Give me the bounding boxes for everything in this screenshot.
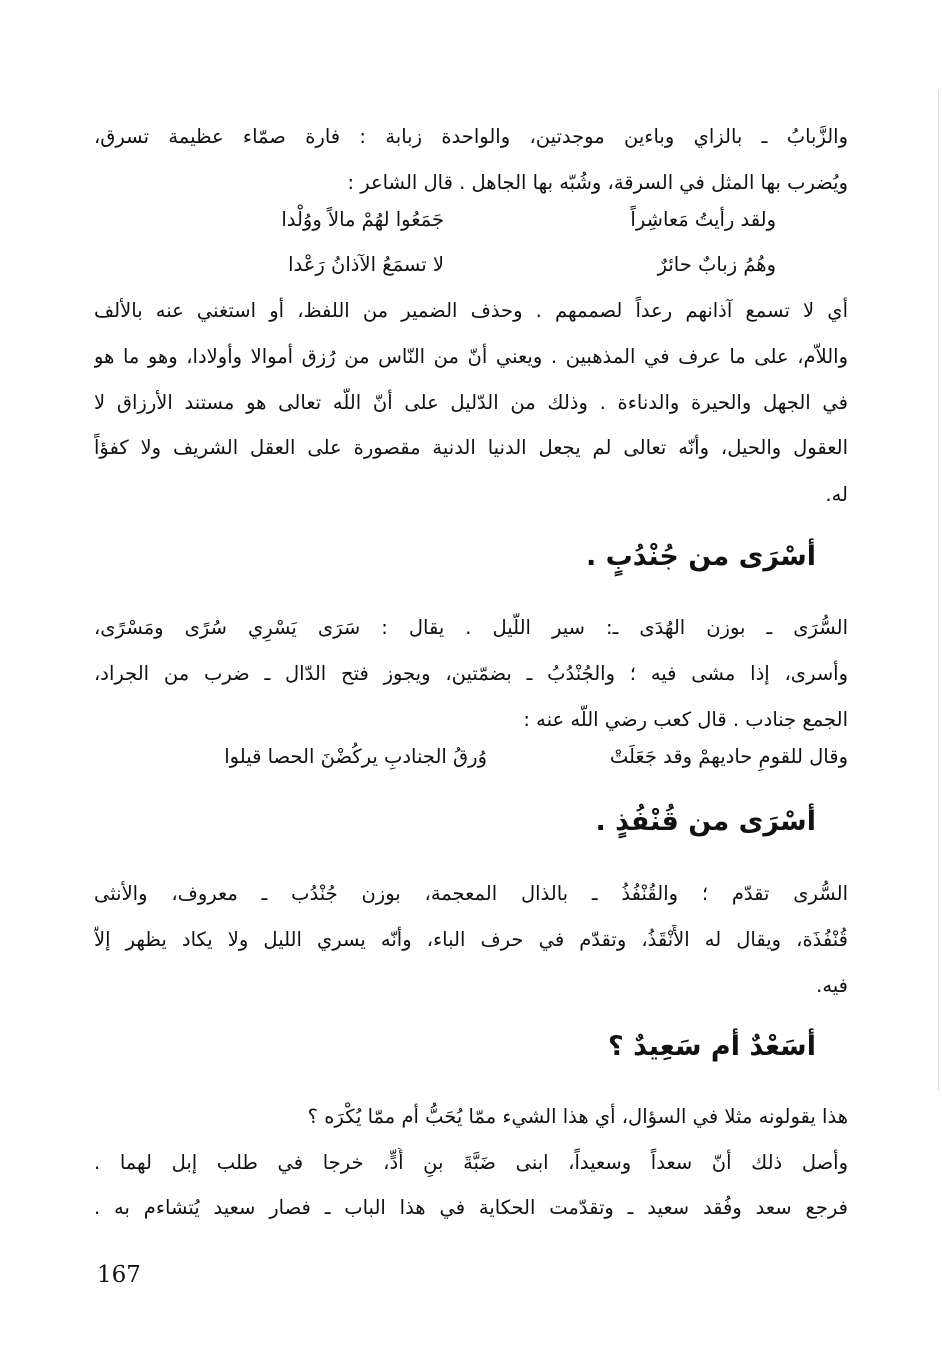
verse-hemistich-second: وُرقُ الجنادبِ يركُضْنَ الحصا قيلوا [224, 745, 487, 768]
section-heading: أسْرَى من قُنْفُذٍ . [595, 806, 816, 837]
paragraph-line: وأصل ذلك أنّ سعداً وسعيداً، ابنى ضَبَّةَ بنِ أُدٍّ، خرجا في طلب إبل لهما . [94, 1151, 848, 1174]
paragraph-line: في الجهل والحيرة والدناءة . وذلك من الدّليل على أنّ اللّه تعالى هو مستند الأرزاق لا [94, 391, 848, 414]
paragraph-line: هذا يقولونه مثلا في السؤال، أي هذا الشيء ممّا يُحَبُّ أم ممّا يُكْرَه ؟ [307, 1105, 848, 1128]
paragraph-line: قُنْفُذَة، ويقال له الأَنْقَذُ، وتقدّم في حرف الباء، وأنّه يسري الليل ولا يكاد يظهر إلاّ [94, 928, 848, 951]
page-number: 167 [97, 1262, 141, 1288]
paragraph-line: الجمع جنادب . قال كعب رضي اللّه عنه : [523, 708, 848, 731]
paragraph-line: ويُضرب بها المثل في السرقة، وشُبّه بها الجاهل . قال الشاعر : [347, 171, 848, 194]
paragraph-line: فرجع سعد وفُقد سعيد ـ وتقدّمت الحكاية في هذا الباب ـ فصار سعيد يُتشاءم به . [94, 1196, 848, 1219]
paragraph-line: أي لا تسمع آذانهم رعداً لصممهم . وحذف الضمير من اللفظ، أو استغني عنه بالألف [94, 299, 848, 322]
paragraph-line: السُّرَى ـ بوزن الهُدَى ـ: سير اللّيل . يقال : سَرَى يَسْرِي سُرًى ومَسْرًى، [94, 616, 848, 639]
verse-hemistich-first: وقال للقومِ حاديهمْ وقد جَعَلَتْ [609, 745, 848, 768]
verse-hemistich-second: لا تسمَعُ الآذانُ رَعْدا [288, 253, 444, 276]
paragraph-line: العقول والحيل، وأنّه تعالى لم يجعل الدنيا الدنية مقصورة على العقل الشريف ولا كفؤاً [94, 436, 848, 459]
paragraph-line: فيه. [816, 974, 848, 997]
paragraph-line: وأسرى، إذا مشى فيه ؛ والجُنْدُبُ ـ بضمّتين، ويجوز فتح الدّال ـ ضرب من الجراد، [94, 662, 848, 685]
verse-hemistich-first: وهُمُ زبابٌ حائرٌ [657, 253, 776, 276]
page-edge-shadow [938, 90, 939, 1090]
section-heading: أسَعْدٌ أم سَعِيدٌ ؟ [608, 1031, 816, 1062]
paragraph-line: والزَّبابُ ـ بالزاي وباءين موجدتين، والواحدة زبابة : فارة صمّاء عظيمة تسرق، [94, 125, 848, 148]
section-heading: أسْرَى من جُنْدُبٍ . [585, 541, 816, 572]
paragraph-line: السُّرى تقدّم ؛ والقُنْفُذُ ـ بالذال المعجمة، بوزن جُنْدُب ـ معروف، والأنثى [94, 882, 848, 905]
paragraph-line: له. [825, 483, 848, 506]
paragraph-line: واللاّم، على ما عرف في المذهبين . ويعني أنّ من النّاس من رُزق أموالا وأولادا، وهو ما هو [94, 345, 848, 368]
verse-hemistich-second: جَمَعُوا لهُمْ مالاً ووُلْدا [281, 208, 444, 231]
verse-hemistich-first: ولقد رأيتُ مَعاشِراً [630, 208, 776, 231]
